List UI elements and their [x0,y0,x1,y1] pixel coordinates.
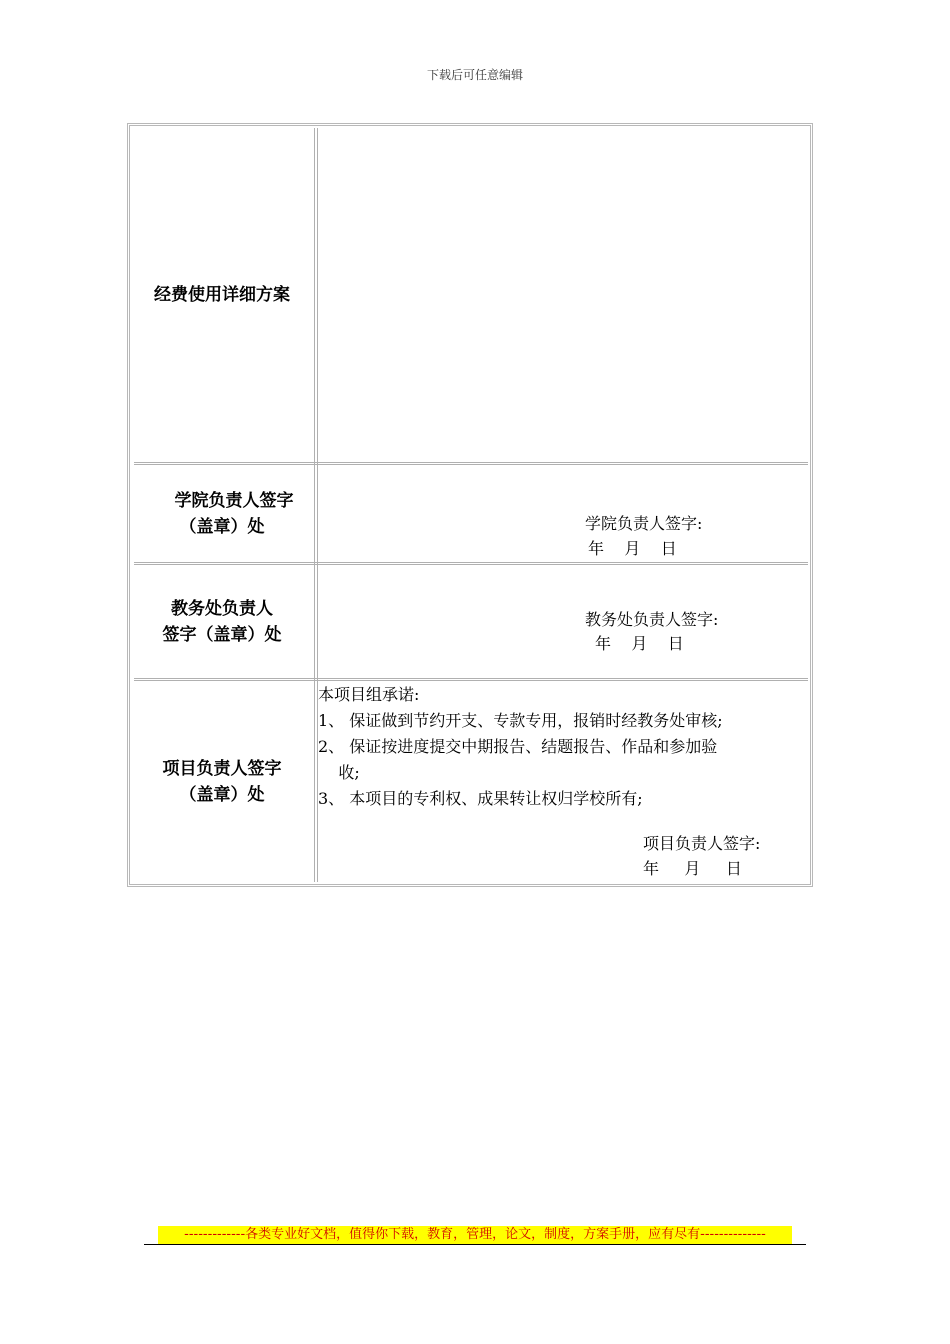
academic-affairs-label-line2: 签字（盖章）处 [162,625,282,645]
academic-affairs-label-line1: 教务处负责人 [171,599,273,619]
footer-rule [144,1244,806,1245]
project-leader-signature-label [130,682,314,882]
college-signature-label [130,466,314,562]
college-sign-date: 年 月 日 [588,539,677,558]
project-leader-sign-date: 年 月 日 [643,859,742,878]
promise-item-2: 2、 保证按进度提交中期报告、结题报告、作品和参加验 [318,737,718,756]
footer-banner: -------------各类专业好文档，值得你下载，教育，管理，论文，制度，方案手册，应有尽有-------------- [158,1226,792,1244]
promise-item-3: 3、 本项目的专利权、成果转让权归学校所有; [318,789,643,808]
academic-affairs-signature-area[interactable] [320,566,808,678]
college-sign-label: 学院负责人签字: [585,514,703,533]
academic-affairs-sign-date: 年 月 日 [595,634,684,653]
academic-affairs-signature-label [130,566,314,678]
project-leader-promise-area[interactable] [318,682,810,882]
funding-plan-content[interactable] [320,128,808,462]
promise-item-1: 1、 保证做到节约开支、专款专用，报销时经教务处审核; [318,711,723,730]
project-leader-label-line2: （盖章）处 [179,785,265,805]
row-divider [134,562,808,565]
college-signature-area[interactable] [320,466,808,562]
college-label-line1: 学院负责人签字 [174,491,294,511]
row-divider [134,678,808,681]
promise-item-2-continued: 收; [318,763,360,782]
college-label-line2: （盖章）处 [179,517,265,537]
academic-affairs-sign-label: 教务处负责人签字: [585,610,719,629]
promise-title: 本项目组承诺: [318,685,420,704]
approval-form-table [127,123,813,887]
row-divider [134,462,808,465]
project-leader-label-line1: 项目负责人签字 [162,759,282,779]
funding-plan-label-text: 经费使用详细方案 [154,285,290,305]
funding-plan-label [130,128,314,462]
header-note: 下载后可任意编辑 [426,68,523,82]
project-leader-sign-label: 项目负责人签字: [643,834,761,853]
